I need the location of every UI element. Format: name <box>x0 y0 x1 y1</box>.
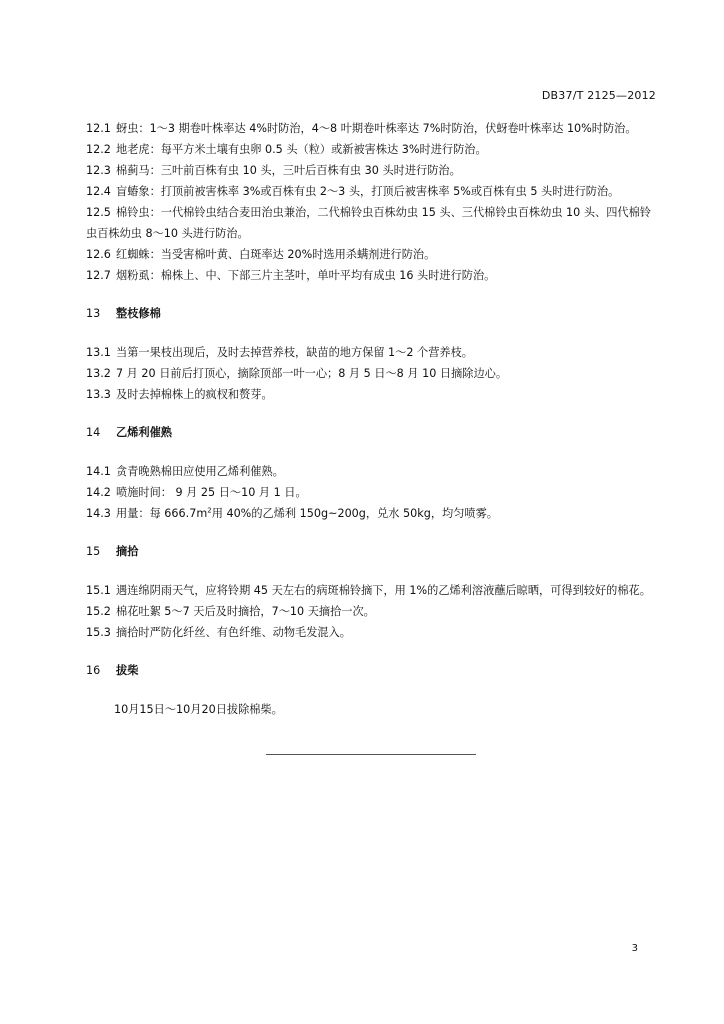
section-14-title <box>86 422 662 443</box>
clause-text: 当第一果枝出现后，及时去掉营养枝，缺苗的地方保留 1～2 个营养枝。 <box>116 346 473 359</box>
section-number: 16 <box>86 664 101 677</box>
clause-12-6 <box>86 244 662 265</box>
clause-text: 地老虎：每平方米土壤有虫卵 0.5 头（粒）或新被害株达 3%时进行防治。 <box>116 143 487 156</box>
clause-number: 12.2 <box>86 143 111 156</box>
section-13-title <box>86 303 662 324</box>
clause-13-1 <box>86 342 662 363</box>
clause-number: 14.1 <box>86 465 111 478</box>
clause-text: 棉蓟马：三叶前百株有虫 10 头，三叶后百株有虫 30 头时进行防治。 <box>116 164 461 177</box>
clause-number: 13.3 <box>86 388 111 401</box>
clause-number: 15.1 <box>86 584 111 597</box>
section-title-text: 摘拾 <box>116 545 139 558</box>
clause-14-1 <box>86 461 662 482</box>
clause-number: 13.2 <box>86 367 111 380</box>
clause-14-3 <box>86 503 662 524</box>
clause-12-7 <box>86 265 662 286</box>
section-15-title <box>86 541 662 562</box>
clause-text: 7 月 20 日前后打顶心，摘除顶部一叶一心；8 月 5 日～8 月 10 日摘除边心。 <box>116 367 508 380</box>
clause-number: 12.4 <box>86 185 111 198</box>
clause-text: 烟粉虱：棉株上、中、下部三片主茎叶，单叶平均有成虫 16 头时进行防治。 <box>116 269 496 282</box>
clause-text-before: 用量：每 666.7m <box>116 507 208 520</box>
document-code: DB37/T 2125—2012 <box>541 89 656 102</box>
clause-number: 12.5 <box>86 206 111 219</box>
clause-text: 棉花吐絮 5～7 天后及时摘拾，7～10 天摘拾一次。 <box>116 605 375 618</box>
clause-12-5 <box>86 202 662 244</box>
section-number: 14 <box>86 426 101 439</box>
section-16-paragraph: 10月15日～10月20日拔除棉柴。 <box>114 703 283 716</box>
clause-15-3 <box>86 622 662 643</box>
clause-text: 盲蝽象：打顶前被害株率 3%或百株有虫 2～3 头，打顶后被害株率 5%或百株有虫 5 头时进行防治。 <box>116 185 620 198</box>
clause-text: 棉铃虫：一代棉铃虫结合麦田治虫兼治，二代棉铃虫百株幼虫 15 头、三代棉铃虫百株幼虫 10 头、四代棉铃虫百株幼虫 8～10 头进行防治。 <box>86 206 651 240</box>
clause-number: 12.1 <box>86 122 111 135</box>
clause-number: 14.2 <box>86 486 111 499</box>
section-title-text: 拔柴 <box>116 664 139 677</box>
clause-text-after: 用 40%的乙烯利 150g~200g，兑水 50kg，均匀喷雾。 <box>211 507 498 520</box>
clause-number: 15.3 <box>86 626 111 639</box>
clause-12-3 <box>86 160 662 181</box>
section-title-text: 乙烯利催熟 <box>116 426 172 439</box>
clause-12-4 <box>86 181 662 202</box>
clause-text: 喷施时间： 9 月 25 日～10 月 1 日。 <box>116 486 307 499</box>
clause-13-2 <box>86 363 662 384</box>
clause-number: 12.6 <box>86 248 111 261</box>
clause-text: 贪青晚熟棉田应使用乙烯利催熟。 <box>116 465 284 478</box>
clause-13-3 <box>86 384 662 405</box>
clause-number: 12.3 <box>86 164 111 177</box>
section-number: 13 <box>86 307 101 320</box>
clause-12-2 <box>86 139 662 160</box>
clause-text: 遇连绵阴雨天气，应将铃期 45 天左右的病斑棉铃摘下，用 1%的乙烯利溶液蘸后晾晒，可得到较好的棉花。 <box>116 584 651 597</box>
clause-14-2 <box>86 482 662 503</box>
clause-number: 12.7 <box>86 269 111 282</box>
clause-number: 13.1 <box>86 346 111 359</box>
clause-text: 红蜘蛛：当受害棉叶黄、白斑率达 20%时选用杀螨剂进行防治。 <box>116 248 436 261</box>
clause-text: 摘拾时严防化纤丝、有色纤维、动物毛发混入。 <box>116 626 351 639</box>
section-number: 15 <box>86 545 101 558</box>
clause-text: 及时去掉棉株上的疯杈和赘芽。 <box>116 388 273 401</box>
section-title-text: 整枝修棉 <box>116 307 161 320</box>
section-16-title <box>86 660 662 681</box>
page-number: 3 <box>631 943 638 954</box>
superscript: 2 <box>207 506 212 515</box>
end-of-document-line <box>266 754 476 755</box>
clause-12-1 <box>86 118 662 139</box>
clause-15-2 <box>86 601 662 622</box>
document-body <box>86 118 662 720</box>
clause-text: 蚜虫：1～3 期卷叶株率达 4%时防治，4～8 叶期卷叶株率达 7%时防治，伏蚜卷叶株率达 10%时防治。 <box>116 122 637 135</box>
clause-15-1 <box>86 580 662 601</box>
clause-number: 15.2 <box>86 605 111 618</box>
clause-number: 14.3 <box>86 507 111 520</box>
